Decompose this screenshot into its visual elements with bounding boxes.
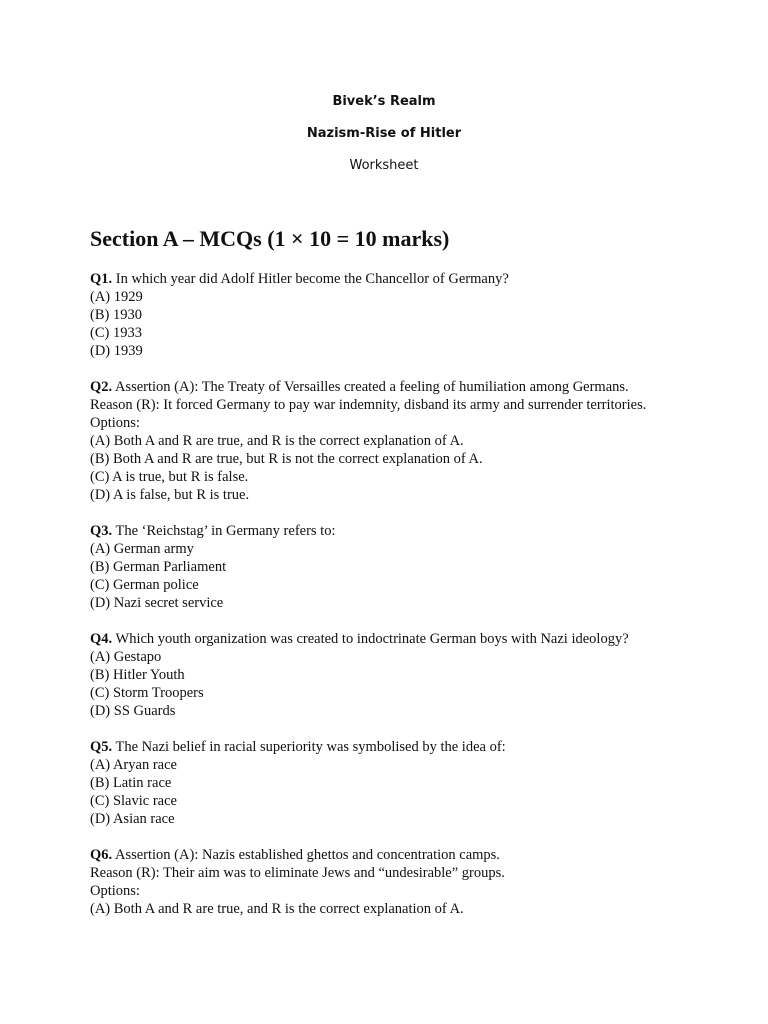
question-text: Assertion (A): The Treaty of Versailles created a feeling of humiliation among Germans. <box>112 379 629 395</box>
question-stem <box>90 846 710 864</box>
question-number: Q5. <box>90 739 113 755</box>
answer-option: (C) Slavic race <box>90 793 177 809</box>
question-stem <box>90 270 710 288</box>
question-number: Q6. <box>90 847 113 863</box>
answer-option: (C) A is true, but R is false. <box>90 469 249 485</box>
answer-option: (D) Asian race <box>90 811 175 827</box>
answer-option: (B) Hitler Youth <box>90 667 185 683</box>
answer-option: (A) Both A and R are true, and R is the correct explanation of A. <box>90 433 464 449</box>
question-block <box>90 630 710 720</box>
question-extra-line: Options: <box>90 883 140 899</box>
answer-option: (A) Both A and R are true, and R is the correct explanation of A. <box>90 901 464 917</box>
question-text: Which youth organization was created to indoctrinate German boys with Nazi ideology? <box>112 631 629 647</box>
answer-option: (D) A is false, but R is true. <box>90 487 250 503</box>
worksheet-topic: Nazism-Rise of Hitler <box>306 126 462 141</box>
question-text: The Nazi belief in racial superiority was symbolised by the idea of: <box>112 739 506 755</box>
question-extra-line: Options: <box>90 415 140 431</box>
answer-option: (B) Both A and R are true, but R is not the correct explanation of A. <box>90 451 483 467</box>
question-list <box>90 270 710 936</box>
answer-option: (A) 1929 <box>90 289 143 305</box>
question-text: Assertion (A): Nazis established ghettos and concentration camps. <box>112 847 500 863</box>
answer-option: (A) Gestapo <box>90 649 162 665</box>
answer-option: (D) Nazi secret service <box>90 595 224 611</box>
question-text: In which year did Adolf Hitler become the Chancellor of Germany? <box>112 271 509 287</box>
answer-option: (A) Aryan race <box>90 757 177 773</box>
question-block <box>90 270 710 360</box>
question-number: Q2. <box>90 379 113 395</box>
answer-option: (C) Storm Troopers <box>90 685 204 701</box>
answer-option: (B) German Parliament <box>90 559 227 575</box>
question-number: Q4. <box>90 631 113 647</box>
answer-option: (A) German army <box>90 541 194 557</box>
answer-option: (B) Latin race <box>90 775 172 791</box>
question-stem <box>90 738 710 756</box>
answer-option: (B) 1930 <box>90 307 142 323</box>
answer-option: (D) SS Guards <box>90 703 176 719</box>
question-number: Q3. <box>90 523 113 539</box>
answer-option: (D) 1939 <box>90 343 143 359</box>
section-title: Section A – MCQs (1 × 10 = 10 marks) <box>90 226 450 251</box>
question-block <box>90 738 710 828</box>
worksheet-label: Worksheet <box>349 158 419 173</box>
question-text: The ‘Reichstag’ in Germany refers to: <box>112 523 336 539</box>
question-extra-line: Reason (R): Their aim was to eliminate Jews and “undesirable” groups. <box>90 865 505 881</box>
question-block <box>90 378 710 504</box>
question-stem <box>90 522 710 540</box>
question-stem <box>90 378 710 396</box>
brand-name: Bivek’s Realm <box>332 94 436 109</box>
answer-option: (C) 1933 <box>90 325 142 341</box>
question-number: Q1. <box>90 271 113 287</box>
question-block <box>90 846 710 918</box>
question-extra-line: Reason (R): It forced Germany to pay war indemnity, disband its army and surrender territories. <box>90 397 647 413</box>
question-stem <box>90 630 710 648</box>
answer-option: (C) German police <box>90 577 199 593</box>
question-block <box>90 522 710 612</box>
